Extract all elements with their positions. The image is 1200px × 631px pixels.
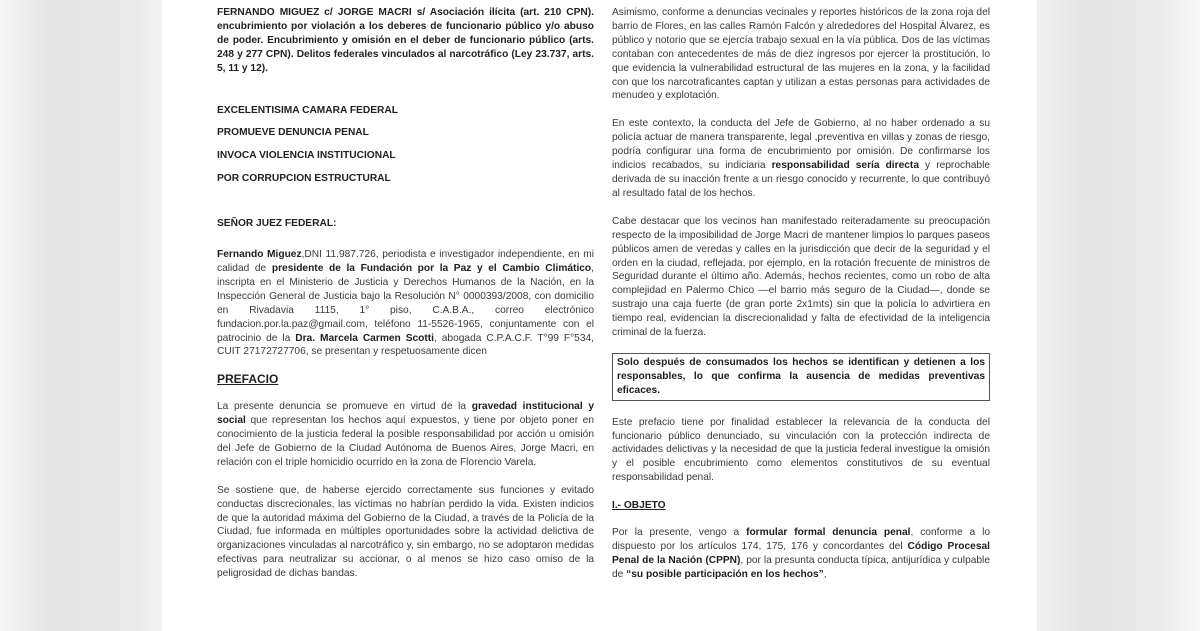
intro-paragraph bbox=[217, 248, 594, 359]
objeto-emphasis-2: Código Procesal Penal de la Nación (CPPN) bbox=[612, 541, 991, 566]
caps-line-corrupcion: POR CORRUPCION ESTRUCTURAL bbox=[217, 173, 391, 185]
blurred-background-right bbox=[1037, 0, 1200, 631]
contexto-text-2: y reprochable derivada de su inacción frente a un riesgo conocido y recurrente, lo que contribuyó al resultado fatal de los hechos. bbox=[612, 160, 991, 199]
objeto-text-4: , bbox=[823, 568, 827, 580]
case-caption: FERNANDO MIGUEZ c/ JORGE MACRI s/ Asociación ilícita (art. 210 CPN). encubrimiento por violación a los deberes de funcionario público y/o abuso de poder. Encubrimiento y omisión en el deber de funcionario público (arts. 248 y 277 CPN). Delitos federales vinculados al narcotráfico (Ley 23.737, arts. 5, 11 y 12). bbox=[217, 7, 594, 74]
objeto-emphasis-1: formular formal denuncia penal bbox=[746, 527, 911, 539]
contexto-text-1: En este contexto, la conducta del Jefe de Gobierno, al no haber ordenado a su policía actuar de manera transparente, legal ,preventiva en villas y zonas de riesgo, podría configurar una forma de encubrimiento por omisión. De confirmarse los indicios recabados, su indiciaria bbox=[612, 118, 990, 172]
caps-line-camara: EXCELENTISIMA CAMARA FEDERAL bbox=[217, 104, 398, 116]
blurred-background-left bbox=[0, 0, 162, 631]
contexto-emphasis: responsabilidad sería directa bbox=[771, 160, 919, 172]
paragraph-finalidad: Este prefacio tiene por finalidad establecer la relevancia de la conducta del funcionario público denunciado, su vinculación con la protección indirecta de actividades delictivas y la necesidad de que la justicia federal investigue la omisión y el posible encubrimiento como elementos constitutivos de su eventual responsabilidad penal. bbox=[612, 416, 990, 484]
prefacio-paragraph-1 bbox=[217, 400, 594, 470]
prefacio-paragraph-2: Se sostiene que, de haberse ejercido correctamente sus funciones y evitado conductas discrecionales, las víctimas no habrían perdido la vida. Existen indicios de que la autoridad máxima del Gobierno de la Ciudad, a través de la Policía de la Ciudad, fue informada en múltiples oportunidades sobre la actividad delictiva de organizaciones vinculadas al narcotráfico y, sin embargo, no se adoptaron medidas efectivas para neutralizar su accionar, o al menos se hizo caso omiso de la peligrosidad de dichas bandas. bbox=[217, 484, 594, 580]
paragraph-contexto bbox=[612, 117, 990, 200]
objeto-text-3: , por la presunta conducta típica, antijurídica y culpable de bbox=[612, 554, 990, 580]
boxed-note: Solo después de consumados los hechos se identifican y detienen a los responsables, lo que confirma la ausencia de medidas preventivas eficaces. bbox=[612, 353, 990, 401]
paragraph-flores: Asimismo, conforme a denuncias vecinales y reportes históricos de la zona roja del barrio de Flores, en las calles Ramón Falcón y alrededores del Hospital Álvarez, es público y notorio que se ejercía trabajo sexual en la vía pública. Dos de las víctimas contaban con antecedentes de más de diez ingresos por ejercer la prostitución, lo que evidencia la vulnerabilidad estructural de las mujeres en la zona, y la facilidad con que los narcotraficantes captan y utilizan a estas personas para actividades de menudeo y explotación. bbox=[612, 7, 990, 102]
salutation: SEÑOR JUEZ FEDERAL: bbox=[217, 218, 337, 230]
complainant-name: Fernando Miguez bbox=[217, 249, 302, 261]
intro-text-2: , inscripta en el Ministerio de Justicia y Derechos Humanos de la Nación, en la Inspección General de Justicia bajo la Resolución N° 0000393/2008, con domicilio en Rivadavia 1115, 1° piso, C.A.B.A., correo electrónico fundacion.por.la.paz@gmail.com, teléfono 11-5526-1965, conjuntamente con el patrocinio de la bbox=[217, 262, 595, 344]
petition-headings bbox=[217, 104, 594, 187]
prefacio-text-1: La presente denuncia se promueve en virtud de la bbox=[217, 401, 472, 413]
prefacio-emphasis: gravedad institucional y social bbox=[217, 401, 594, 427]
objeto-title: I.- OBJETO bbox=[612, 500, 666, 512]
left-column bbox=[217, 0, 594, 581]
objeto-text-2: , conforme a lo dispuesto por los artículos 174, 175, 176 y concordantes del bbox=[612, 527, 990, 552]
document-page bbox=[162, 0, 1037, 631]
right-column bbox=[612, 0, 990, 582]
paragraph-vecinos: Cabe destacar que los vecinos han manifestado reiteradamente su preocupación respecto de la imposibilidad de Jorge Macri de mantener limpios lo parques paseos públicos amen de veredas y calles en la jurisdicción que decir de la seguridad y el orden en la ciudad, reflejada, por ejemplo, en la rotación frecuente de ministros de Seguridad durante el último año. Además, hechos recientes, como un robo de alta complejidad en Palermo Chico —el barrio más seguro de la Ciudad—, donde se sustrajo una caja fuerte (de gran porte 2x1mts) sin que la policía lo advirtiera en tiempo real, evidencian la discrecionalidad y falta de efectividad de la inteligencia criminal de la fuerza. bbox=[612, 215, 990, 339]
objeto-emphasis-3: “su posible participación en los hechos” bbox=[626, 568, 824, 580]
prefacio-text-2: que representan los hechos aquí expuestos, y tiene por objeto poner en conocimiento de la justicia federal la posible responsabilidad por acción u omisión del Jefe de Gobierno de la Ciudad Autónoma de Buenos Aires, Jorge Macri, en relación con el triple homicidio ocurrido en la zona de Florencio Varela. bbox=[217, 415, 594, 468]
objeto-paragraph bbox=[612, 526, 990, 582]
lawyer-name: Dra. Marcela Carmen Scotti bbox=[295, 332, 434, 344]
intro-text-3: , abogada C.P.A.C.F. T°99 F°534, CUIT 27172727706, se presentan y respetuosamente dicen bbox=[217, 332, 594, 358]
complainant-role: presidente de la Fundación por la Paz y el Cambio Climático bbox=[271, 262, 592, 274]
intro-text-1: ,DNI 11.987.726, periodista e investigador independiente, en mi calidad de bbox=[217, 249, 595, 274]
prefacio-title: PREFACIO bbox=[217, 372, 279, 387]
caps-line-violencia: INVOCA VIOLENCIA INSTITUCIONAL bbox=[217, 150, 396, 162]
caps-line-denuncia: PROMUEVE DENUNCIA PENAL bbox=[217, 127, 369, 139]
objeto-text-1: Por la presente, vengo a bbox=[612, 527, 747, 539]
